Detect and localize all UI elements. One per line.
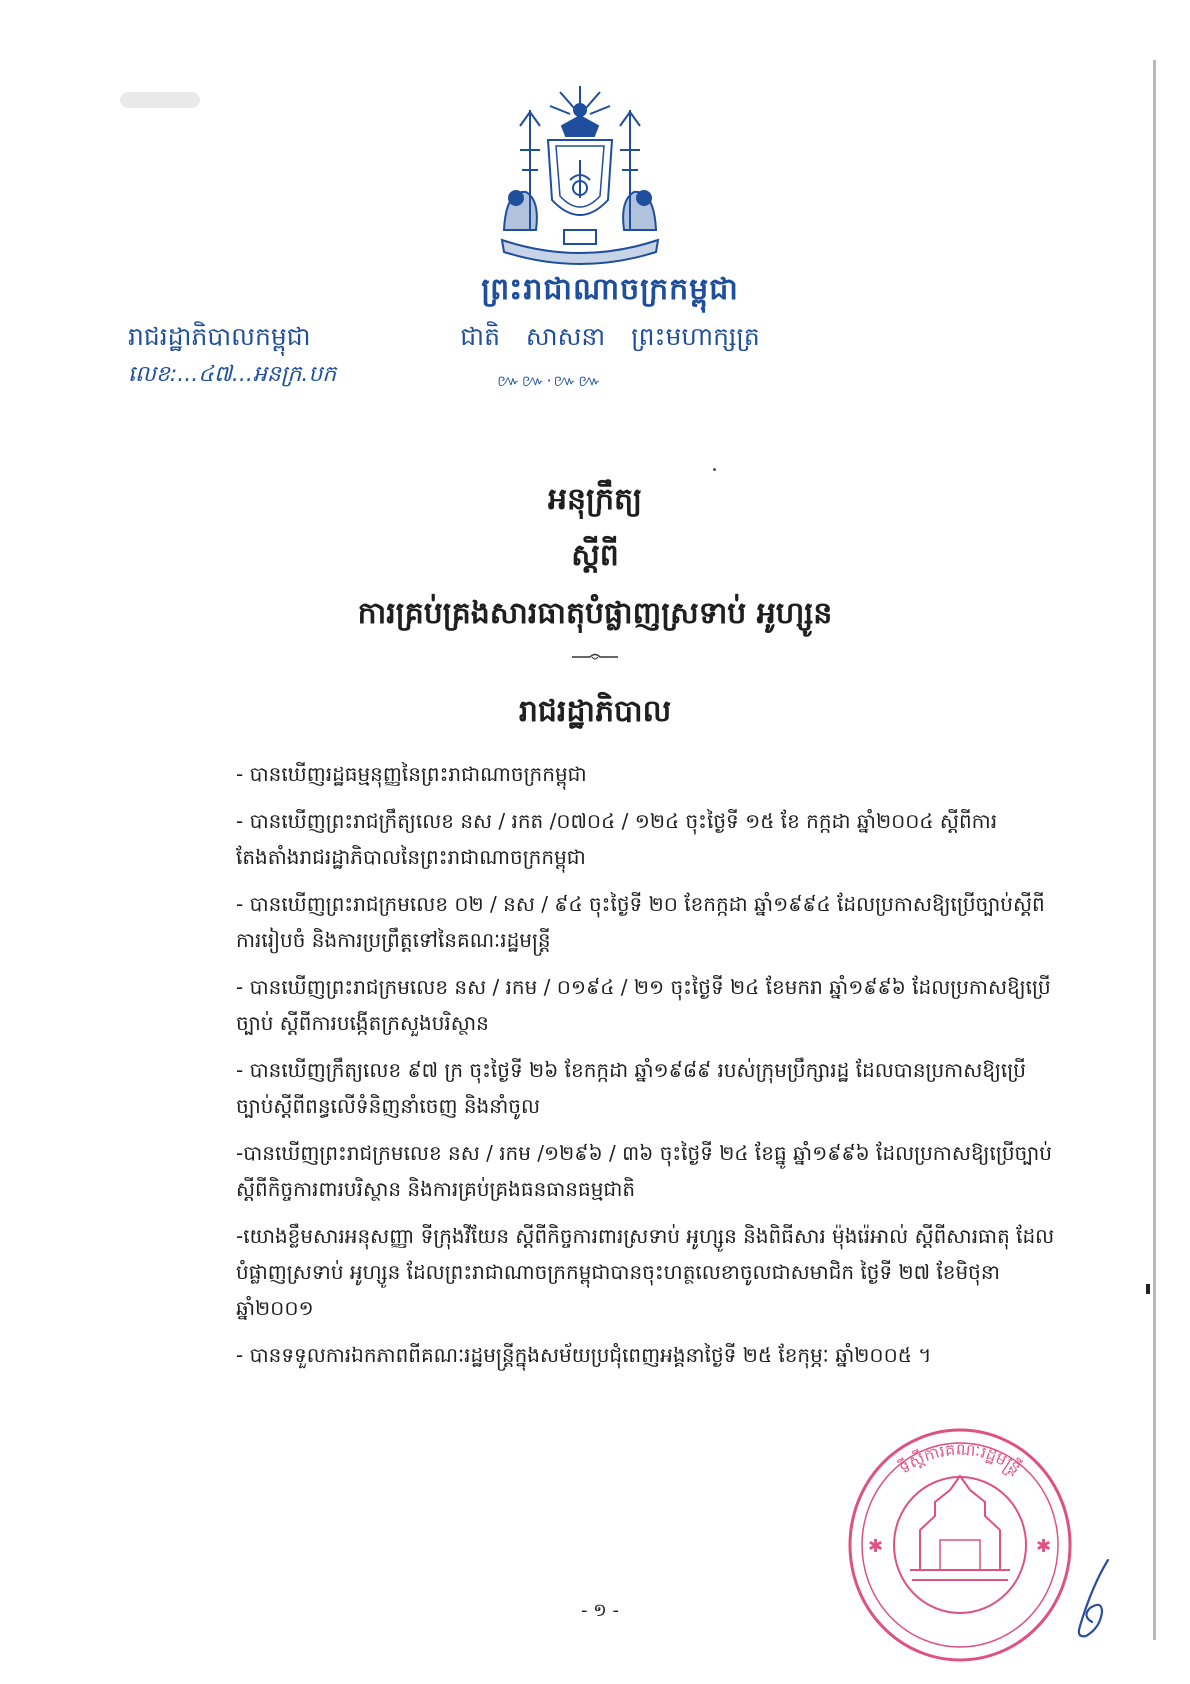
svg-text:✱: ✱ [868,1536,884,1557]
official-seal-icon [840,1420,1080,1670]
government-name: រាជរដ្ឋាភិបាលកម្ពុជា [128,322,311,351]
kingdom-title: ព្រះរាជាណាចក្រកម្ពុជា [481,272,739,307]
preamble-item: - បានឃើញរដ្ឋធម្មនុញ្ញនៃព្រះរាជាណាចក្រកម្ពុជា [236,762,587,786]
preamble-item: - បានឃើញក្រឹត្យលេខ ៩៧ ក្រ ចុះថ្ងៃទី ២៦ ខែកក្កដា ឆ្នាំ១៩៨៩ របស់ក្រុមប្រឹក្សារដ្ឋ ដែលបានប្រកាសឱ្យប្រើច្បាប់ស្តីពីពន្ធលើទំនិញនាំចេញ និងនាំចូល [236,1058,1026,1118]
motto-ornament: ៚៚·៚៚ [497,371,603,390]
signature-icon [1062,1556,1122,1646]
scan-mark [1146,1284,1150,1294]
page-number: - ១ - [580,1600,620,1621]
subject-prefix: ស្តីពី [571,538,619,573]
preamble-item: - បានឃើញព្រះរាជក្រមលេខ នស / រកម / ០១៩៤ / ២១ ចុះថ្ងៃទី ២៤ ខែមករា ឆ្នាំ១៩៩៦ ដែលប្រកាសឱ្យប្រើច្បាប់ ស្តីពីការបង្កើតក្រសួងបរិស្ថាន [236,975,1051,1035]
preamble-item: - បានទទួលការឯកភាពពីគណៈរដ្ឋមន្ត្រីក្នុងសម័យប្រជុំពេញអង្គនាថ្ងៃទី ២៥ ខែកុម្ភៈ ឆ្នាំ២០០៥ ។ [236,1343,932,1367]
scan-speck [713,468,716,471]
seal-text: ទីស្តីការគណៈរដ្ឋមន្ត្រី [895,1439,1025,1478]
title-flourish-icon [570,650,620,664]
issuing-authority: រាជរដ្ឋាភិបាល [518,694,672,729]
preamble-item: -បានឃើញព្រះរាជក្រមលេខ នស / រកម /១២៩៦ / ៣៦ ចុះថ្ងៃទី ២៤ ខែធ្នូ ឆ្នាំ១៩៩៦ ដែលប្រកាសឱ្យប្រើច្បាប់ស្តីពីកិច្ចការពារបរិស្ថាន និងការគ្រប់គ្រងធនធានធម្មជាតិ [236,1141,1052,1201]
scan-smudge [120,92,200,108]
document-type: អនុក្រឹត្យ [547,482,643,517]
preamble-item: - បានឃើញព្រះរាជក្រមលេខ ០២ / នស / ៩៤ ចុះថ្ងៃទី ២០ ខែកក្កដា ឆ្នាំ១៩៩៤ ដែលប្រកាសឱ្យប្រើច្បាប់ស្តីពីការរៀបចំ និងការប្រព្រឹត្តទៅនៃគណៈរដ្ឋមន្ត្រី [236,892,1045,952]
preamble-item: - បានឃើញព្រះរាជក្រឹត្យលេខ នស / រកត /០៧០៤ / ១២៤ ចុះថ្ងៃទី ១៥ ខែ កក្កដា ឆ្នាំ២០០៤ ស្តីពីការតែងតាំងរាជរដ្ឋាភិបាលនៃព្រះរាជាណាចក្រកម្ពុជា [236,809,998,869]
svg-text:✱: ✱ [1036,1536,1052,1557]
scan-edge [1153,60,1156,1640]
reference-number: លេខ:...៤៧...អនក្រ.បក [128,362,337,387]
preamble-item: -យោងខ្លឹមសារអនុសញ្ញា ទីក្រុងវីយែន ស្តីពីកិច្ចការពារស្រទាប់ អូហ្សូន និងពិធីសារ ម៉ុងរ៉េអាល់ ស្តីពីសារធាតុ ដែលបំផ្លាញស្រទាប់ អូហ្សូន ដែលព្រះរាជាណាចក្រកម្ពុជាបានចុះហត្ថលេខាចូលជាសមាជិក ថ្ងៃទី ២៧ ខែមិថុនា ឆ្នាំ២០០១ [236,1224,1055,1320]
royal-coat-of-arms-icon [490,80,670,270]
national-motto: ជាតិ សាសនា ព្រះមហាក្សត្រ [460,322,760,351]
preamble-list [236,756,1056,1384]
document-subject: ការគ្រប់គ្រងសារធាតុបំផ្លាញស្រទាប់ អូហ្សូន [357,596,833,631]
